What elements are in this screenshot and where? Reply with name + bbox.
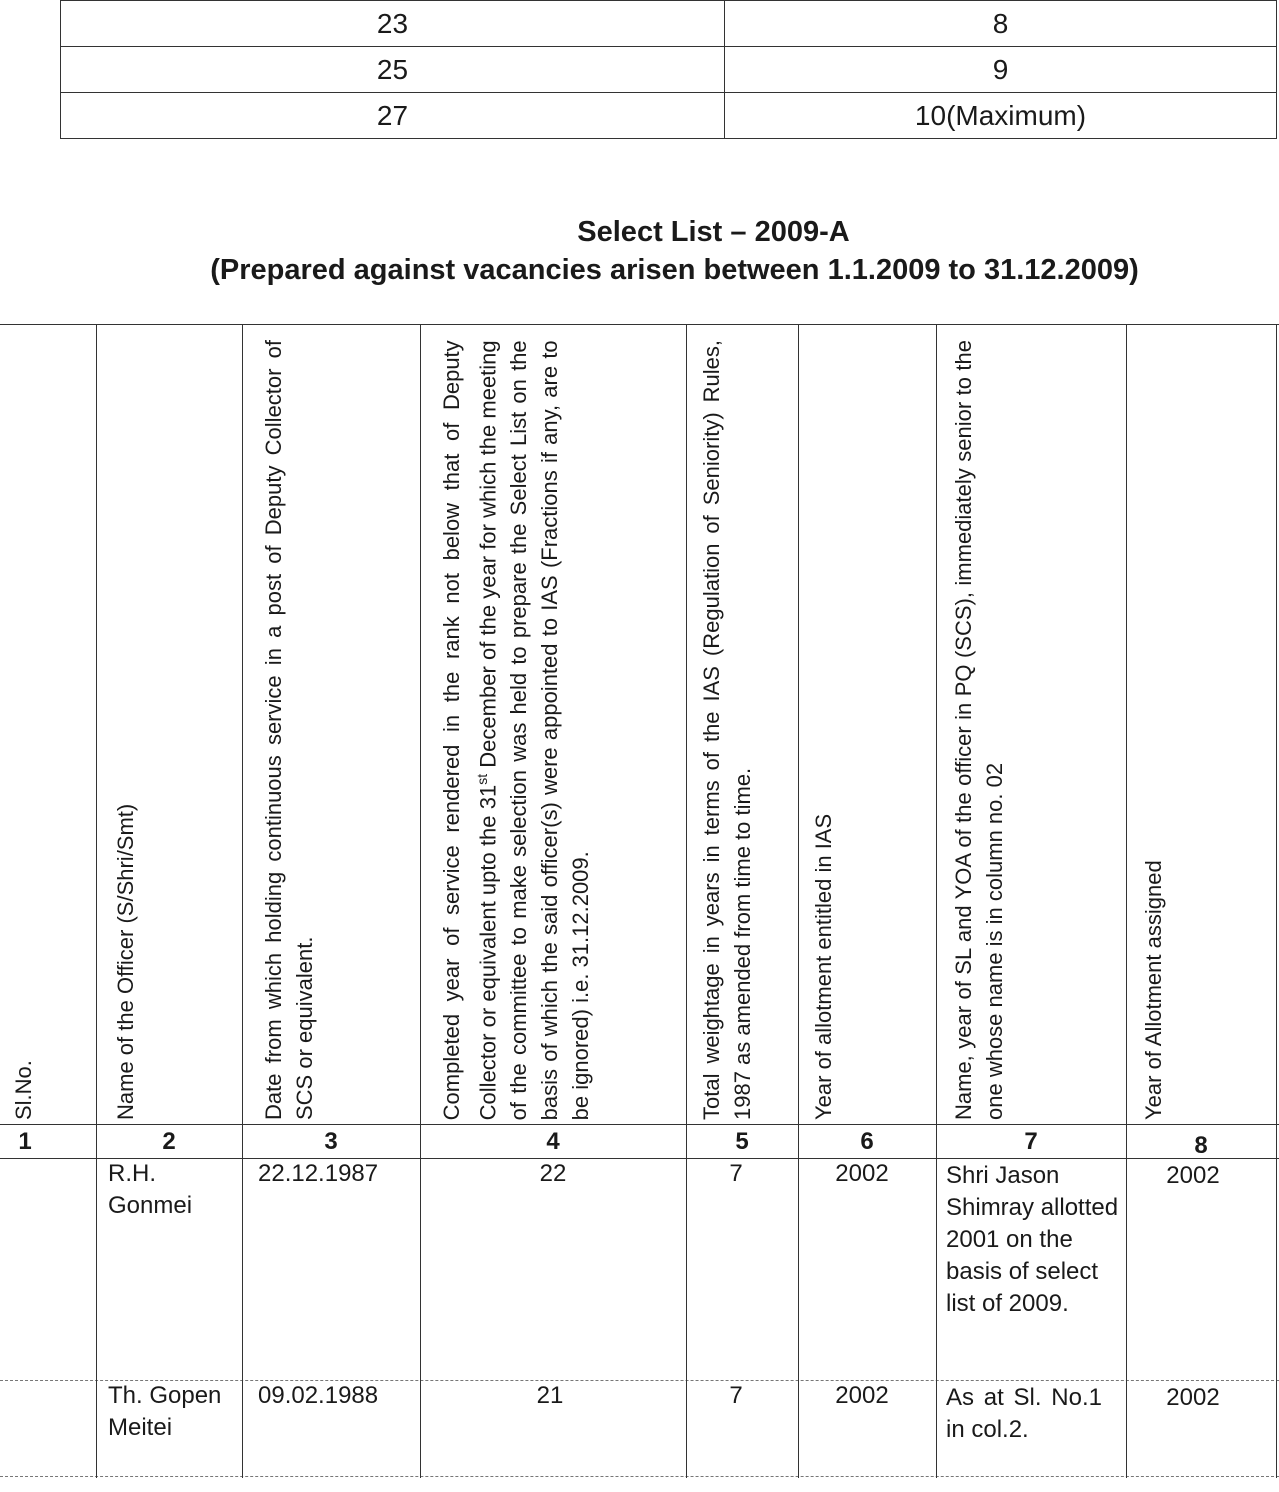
col-divider (420, 324, 421, 1478)
row2-date: 09.02.1988 (258, 1382, 379, 1409)
row2-yoa-entitled: 2002 (835, 1382, 889, 1409)
table-border-bottom (0, 1476, 1279, 1477)
years-cell: 25 (61, 47, 725, 93)
row1-yoa-entitled: 2002 (835, 1160, 889, 1187)
row1-yoa-assigned: 2002 (1166, 1162, 1220, 1189)
row2-yoa-assigned: 2002 (1166, 1384, 1220, 1411)
weightage-cell: 8 (725, 1, 1277, 47)
col-divider (798, 324, 799, 1478)
weightage-table (60, 0, 1277, 139)
header-superscript: st (474, 773, 490, 785)
years-cell: 23 (61, 1, 725, 47)
row2-name: Th. Gopen Meitei (108, 1382, 222, 1441)
col-divider (686, 324, 687, 1478)
col-divider (242, 324, 243, 1478)
select-list-table (0, 324, 1279, 1478)
col-divider (936, 324, 937, 1478)
header-divider (0, 1124, 1279, 1125)
weightage-cell: 9 (725, 47, 1277, 93)
page-title: Select List – 2009-A (577, 216, 850, 248)
column-number: 7 (1024, 1128, 1038, 1155)
row1-years: 22 (539, 1160, 567, 1187)
header-completed-years-text-2: December of the year for which the meeting of the committee to make selection was held to prepare the Select List on the basis of which the said officer(s) were appointed to IAS (Fractions if any, are to be ignored) i.e. 31.12.2009. (475, 340, 594, 1120)
row1-senior: Shri Jason Shimray allotted 2001 on the basis of select list of 2009. (946, 1162, 1119, 1317)
table-row (61, 47, 1277, 93)
column-number: 2 (162, 1128, 176, 1155)
row1-weightage: 7 (729, 1160, 743, 1187)
header-sl-no: Sl.No. (11, 1060, 36, 1120)
table-row (61, 93, 1277, 139)
col-divider (96, 324, 97, 1478)
page-subtitle: (Prepared against vacancies arisen between 1.1.2009 to 31.12.2009) (210, 254, 1139, 286)
header-yoa-entitled: Year of allotment entitled in IAS (811, 813, 836, 1120)
row1-date: 22.12.1987 (258, 1160, 379, 1187)
header-officer-name: Name of the Officer (S/Shri/Smt) (113, 803, 138, 1120)
table-row (61, 1, 1277, 47)
column-number: 5 (735, 1128, 749, 1155)
col-divider (1276, 324, 1277, 1478)
header-service-date: Date from which holding continuous service in a post of Deputy Collector of SCS or equivalent. (261, 340, 317, 1120)
column-number: 4 (546, 1128, 560, 1155)
row2-years: 21 (536, 1382, 564, 1409)
column-number: 8 (1194, 1132, 1208, 1159)
header-completed-years (436, 340, 596, 1120)
years-cell: 27 (61, 93, 725, 139)
header-total-weightage: Total weightage in years in terms of the IAS (Regulation of Seniority) Rules, 1987 as amended from time to time. (699, 340, 755, 1120)
column-number: 3 (324, 1128, 338, 1155)
row1-name: R.H. Gonmei (108, 1160, 193, 1219)
column-number: 1 (18, 1128, 32, 1155)
table-border-top (0, 324, 1279, 325)
row2-senior: As at Sl. No.1 in col.2. (946, 1384, 1102, 1443)
header-senior-officer: Name, year of SL and YOA of the officer in PQ (SCS), immediately senior to the one whose name is in column no. 02 (951, 340, 1007, 1120)
header-yoa-assigned: Year of Allotment assigned (1141, 860, 1166, 1120)
header-completed-years-text: Completed year of service rendered in the rank not below that of Deputy Collector or equivalent upto the 31 (439, 340, 501, 1120)
weightage-cell: 10(Maximum) (725, 93, 1277, 139)
col-divider (1126, 324, 1127, 1478)
row2-weightage: 7 (729, 1382, 743, 1409)
column-number: 6 (860, 1128, 874, 1155)
